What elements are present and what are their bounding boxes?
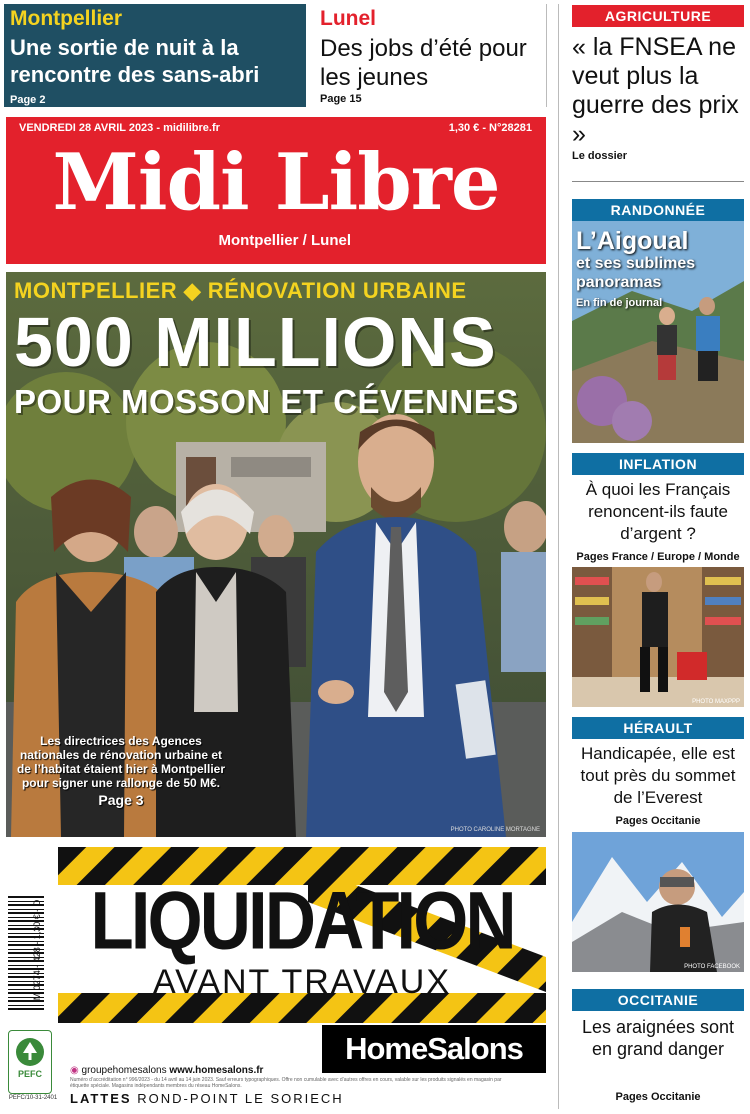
everest-photo <box>572 832 744 972</box>
agriculture-headline[interactable]: « la FNSEA ne veut plus la guerre des prix » <box>572 33 739 148</box>
tree-icon <box>15 1037 45 1067</box>
main-kicker: MONTPELLIER ◆ RÉNOVATION URBAINE <box>14 278 467 303</box>
barcode-number: M 0274 - 428 - 1,30 € - D <box>32 899 42 1001</box>
section-label-herault: HÉRAULT <box>572 717 744 739</box>
ad-website[interactable]: www.homesalons.fr <box>169 1065 264 1076</box>
pefc-logo <box>8 1030 52 1094</box>
section-label-occitanie: OCCITANIE <box>572 989 744 1011</box>
social-handle: groupehomesalons <box>81 1065 167 1076</box>
teaser-montpellier[interactable] <box>4 4 306 107</box>
section-label-randonnee: RANDONNÉE <box>572 199 744 221</box>
teaser-kicker: Lunel <box>320 7 376 30</box>
agriculture-note: Le dossier <box>572 150 628 162</box>
inflation-note: Pages France / Europe / Monde <box>576 551 740 563</box>
pefc-label: PEFC <box>17 1069 42 1079</box>
pefc-code: PEFC/10-31-2401 <box>8 1095 58 1101</box>
teaser-page-ref: Page 2 <box>10 94 46 106</box>
ad-brand-logo: HomeSalons <box>322 1025 546 1073</box>
randonnee-subtitle: et ses sublimes panoramas <box>576 255 696 291</box>
ad-location-address: ROND-POINT LE SORIECH <box>137 1091 344 1106</box>
supermarket-photo <box>572 567 744 707</box>
herault-photo-credit: PHOTO FACEBOOK <box>684 964 740 970</box>
photo-credit: PHOTO CAROLINE MORTAGNE <box>450 827 540 833</box>
teaser-kicker: Montpellier <box>10 7 123 30</box>
ad-title: LIQUIDATION <box>90 876 514 967</box>
herault-headline[interactable]: Handicapée, elle est tout près du sommet de l’Everest <box>580 744 736 807</box>
main-story[interactable] <box>6 272 546 837</box>
edition-name: Montpellier / Lunel <box>218 232 351 249</box>
randonnee-note: En fin de journal <box>576 297 663 309</box>
section-label-agriculture: AGRICULTURE <box>572 5 744 27</box>
occitanie-note: Pages Occitanie <box>615 1091 701 1103</box>
shopper-image <box>572 567 744 707</box>
divider <box>572 181 744 182</box>
divider <box>546 4 547 107</box>
social-icons: ◉ <box>70 1065 79 1076</box>
ad-location-city: LATTES <box>70 1091 132 1106</box>
advertisement[interactable] <box>58 847 546 1109</box>
teaser-page-ref: Page 15 <box>320 93 362 105</box>
photo-caption: Les directrices des Agences nationales de rénovation urbaine et de l’habitat étaient hier à Montpellier pour signer une rallonge de 50 M€. <box>16 734 226 790</box>
issue-date: VENDREDI 28 AVRIL 2023 - midilibre.fr <box>19 122 220 134</box>
teaser-lunel[interactable] <box>314 4 546 107</box>
inflation-headline[interactable]: À quoi les Français renoncent-ils faute d’argent ? <box>585 480 731 543</box>
inflation-photo-credit: PHOTO MAXPPP <box>692 699 740 705</box>
section-label-inflation: INFLATION <box>572 453 744 475</box>
ad-fine-print: Numéro d’accréditation n° 996/2023 - du 14 avril au 14 juin 2023. Sauf erreurs typographiques. Offre non cumulable avec d’autres offres en cours, valable sur les produits signalés en magasin par étiquette spéciale. Magasins indépendants membres du réseau HomeSalons. <box>70 1077 502 1089</box>
randonnee-title: L’Aigoual <box>576 227 689 255</box>
ad-contact[interactable] <box>70 1065 263 1076</box>
climber-image <box>572 832 744 972</box>
newspaper-logo: Midi Libre <box>52 137 500 228</box>
ad-subtitle: AVANT TRAVAUX <box>152 963 452 1001</box>
teaser-headline: Une sortie de nuit à la rencontre des sans-abri <box>10 35 260 87</box>
column-divider <box>558 4 559 1109</box>
masthead <box>6 117 546 264</box>
main-headline: 500 MILLIONS <box>14 303 497 381</box>
randonnee-story[interactable] <box>572 221 744 443</box>
main-page-ref: Page 3 <box>98 792 144 808</box>
ad-location <box>58 1089 546 1109</box>
teaser-headline: Des jobs d’été pour les jeunes <box>320 35 527 91</box>
issue-price: 1,30 € - N°28281 <box>448 122 532 134</box>
occitanie-headline[interactable]: Les araignées sont en grand danger <box>581 1017 735 1059</box>
main-subheadline: POUR MOSSON ET CÉVENNES <box>14 383 519 420</box>
herault-note: Pages Occitanie <box>615 815 701 827</box>
